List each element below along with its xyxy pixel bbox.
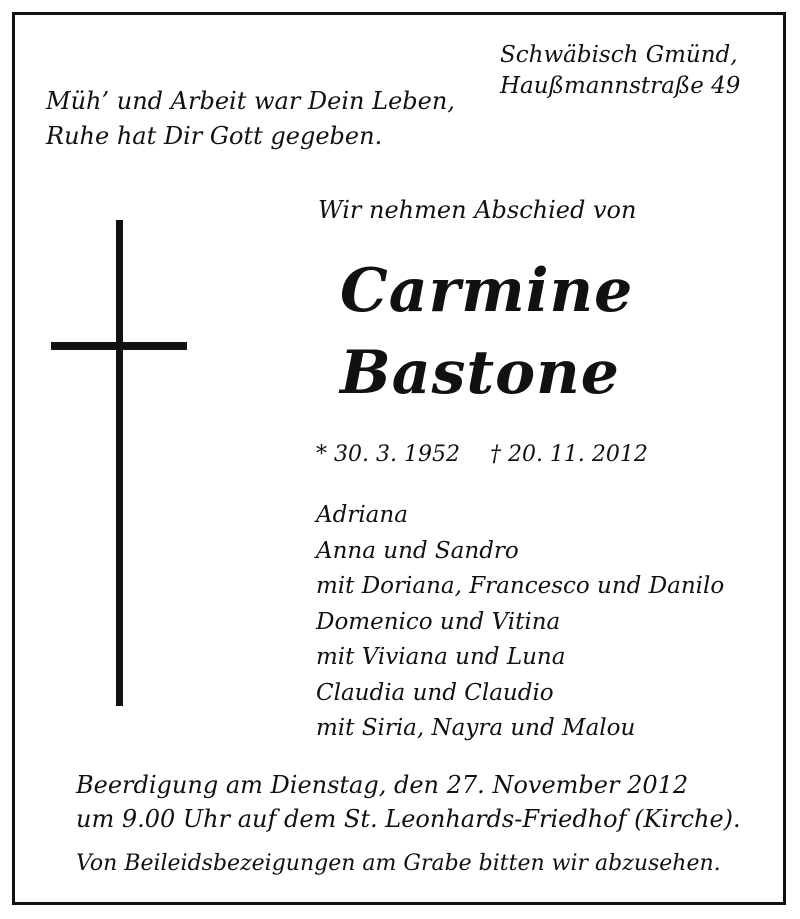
birth-date: * 30. 3. 1952: [316, 442, 460, 467]
death-date: † 20. 11. 2012: [489, 442, 648, 467]
family-member: mit Viviana und Luna: [316, 644, 566, 670]
funeral-info: [76, 768, 741, 836]
cross-icon-vertical-beam: [116, 220, 123, 706]
address: [500, 40, 740, 102]
family-member: mit Siria, Nayra und Malou: [316, 715, 636, 741]
motto-line-1: Müh’ und Arbeit war Dein Leben,: [46, 87, 455, 115]
funeral-line-1: Beerdigung am Dienstag, den 27. November 2012: [76, 771, 689, 799]
deceased-first-name: Carmine: [340, 256, 634, 326]
family-member: Adriana: [316, 502, 408, 528]
deceased-last-name: Bastone: [340, 338, 620, 408]
family-member: Domenico und Vitina: [316, 608, 561, 635]
address-line-1: Schwäbisch Gmünd,: [500, 42, 738, 68]
life-dates: [316, 440, 648, 470]
family-member: Anna und Sandro: [316, 537, 519, 564]
intro-text: Wir nehmen Abschied von: [318, 196, 637, 224]
family-member: mit Doriana, Francesco und Danilo: [316, 573, 725, 599]
condolence-note: Von Beileidsbezeigungen am Grabe bitten wir abzusehen.: [76, 851, 721, 876]
cross-icon-horizontal-beam: [51, 342, 187, 350]
address-line-2: Haußmannstraße 49: [500, 73, 741, 99]
motto-verse: [46, 84, 455, 154]
motto-line-2: Ruhe hat Dir Gott gegeben.: [46, 122, 383, 150]
funeral-line-2: um 9.00 Uhr auf dem St. Leonhards-Friedhof (Kirche).: [76, 805, 741, 833]
family-list: [316, 498, 724, 747]
family-member: Claudia und Claudio: [316, 679, 554, 706]
